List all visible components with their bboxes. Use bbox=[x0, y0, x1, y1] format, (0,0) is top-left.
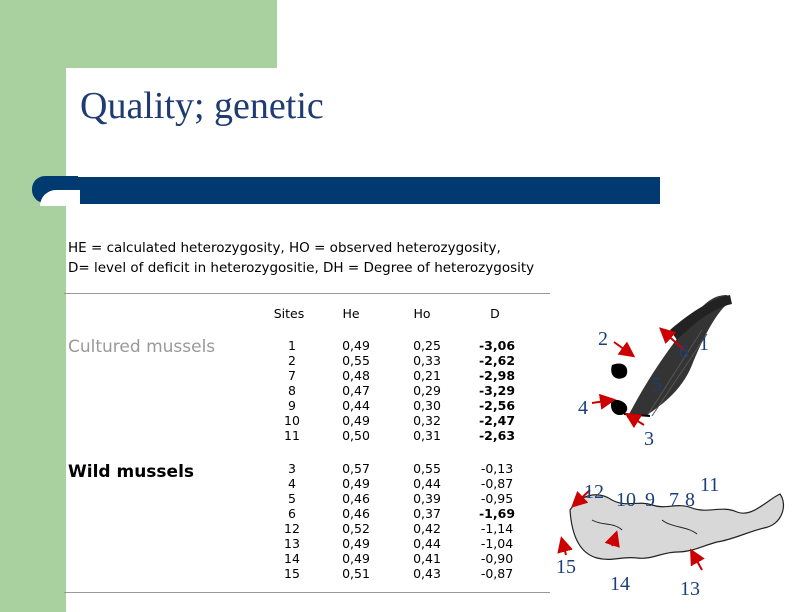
table-cell: -1,14 bbox=[480, 521, 514, 536]
table-cell: 0,44 bbox=[342, 398, 370, 413]
site-label-3: 3 bbox=[644, 428, 654, 450]
table-cell: 15 bbox=[284, 566, 300, 581]
site-label-9: 9 bbox=[645, 489, 655, 511]
table-bottom-rule bbox=[64, 592, 550, 593]
table-cell: 0,25 bbox=[413, 338, 441, 353]
table-cell: 0,50 bbox=[342, 428, 370, 443]
wild-ho-column bbox=[397, 461, 457, 581]
site-label-1: 1 bbox=[699, 333, 709, 355]
table-cell: 0,43 bbox=[413, 566, 441, 581]
wild-he-column bbox=[326, 461, 386, 581]
table-cell: -3,29 bbox=[478, 383, 516, 398]
cultured-ho-column bbox=[397, 338, 457, 443]
header-sites: Sites bbox=[273, 306, 305, 321]
table-cell: 0,32 bbox=[413, 413, 441, 428]
wild-sites-column bbox=[262, 461, 322, 581]
table-cell: 7 bbox=[288, 368, 296, 383]
description bbox=[68, 238, 534, 278]
table-cell: -1,69 bbox=[478, 506, 516, 521]
wild-d-column bbox=[467, 461, 527, 581]
table-cell: 1 bbox=[288, 338, 296, 353]
table-cell: 0,46 bbox=[342, 506, 370, 521]
site-label-8: 8 bbox=[685, 489, 695, 511]
group-label-wild: Wild mussels bbox=[68, 462, 195, 482]
site-label-7: 7 bbox=[669, 489, 679, 511]
table-cell: -2,47 bbox=[478, 413, 516, 428]
table-cell: 0,42 bbox=[413, 521, 441, 536]
table-cell: 0,31 bbox=[413, 428, 441, 443]
site-label-13: 13 bbox=[680, 578, 700, 600]
bar-notch bbox=[40, 190, 80, 206]
description-line-2: D= level of deficit in heterozygositie, DH = Degree of heterozygosity bbox=[68, 260, 535, 276]
table-cell: 0,48 bbox=[342, 368, 370, 383]
table-cell: 5 bbox=[288, 491, 296, 506]
table-cell: 0,57 bbox=[342, 461, 370, 476]
table-cell: 0,46 bbox=[342, 491, 370, 506]
table-cell: 0,49 bbox=[342, 536, 370, 551]
table-cell: 0,29 bbox=[413, 383, 441, 398]
site-label-14: 14 bbox=[610, 573, 630, 595]
table-cell: 13 bbox=[284, 536, 300, 551]
site-label-11: 11 bbox=[700, 474, 720, 496]
table-cell: 0,39 bbox=[413, 491, 441, 506]
table-cell: 0,33 bbox=[413, 353, 441, 368]
table-cell: 12 bbox=[284, 521, 300, 536]
table-cell: 0,49 bbox=[342, 551, 370, 566]
site-label-15: 15 bbox=[556, 556, 576, 578]
table-cell: -0,87 bbox=[480, 476, 514, 491]
table-cell: 3 bbox=[288, 461, 296, 476]
table-cell: -0,87 bbox=[480, 566, 514, 581]
table-cell: -1,04 bbox=[480, 536, 514, 551]
table-cell: -2,98 bbox=[478, 368, 516, 383]
table-cell: 0,49 bbox=[342, 338, 370, 353]
table-cell: 0,55 bbox=[342, 353, 370, 368]
table-cell: -2,63 bbox=[478, 428, 516, 443]
table-cell: 0,44 bbox=[413, 476, 441, 491]
table-cell: 0,55 bbox=[413, 461, 441, 476]
site-label-10: 10 bbox=[616, 489, 636, 511]
site-label-12: 12 bbox=[584, 481, 604, 503]
table-cell: 0,41 bbox=[413, 551, 441, 566]
table-cell: -3,06 bbox=[478, 338, 516, 353]
site-map bbox=[552, 290, 792, 612]
table-cell: -2,62 bbox=[478, 353, 516, 368]
header-he: He bbox=[342, 306, 360, 321]
table-cell: 4 bbox=[288, 476, 296, 491]
table-cell: -0,13 bbox=[480, 461, 514, 476]
table-cell: 0,21 bbox=[413, 368, 441, 383]
table-cell: 0,52 bbox=[342, 521, 370, 536]
table-cell: 0,30 bbox=[413, 398, 441, 413]
table-cell: -0,90 bbox=[480, 551, 514, 566]
table-cell: 9 bbox=[288, 398, 296, 413]
description-line-1: HE = calculated heterozygosity, HO = observed heterozygosity, bbox=[68, 240, 501, 256]
table-cell: 14 bbox=[284, 551, 300, 566]
header-ho: Ho bbox=[413, 306, 431, 321]
table-cell: 0,49 bbox=[342, 413, 370, 428]
title-underline-bar bbox=[66, 177, 660, 204]
table-top-rule bbox=[64, 293, 550, 294]
table-cell: 0,47 bbox=[342, 383, 370, 398]
header-d: D bbox=[490, 306, 500, 321]
table-cell: -2,56 bbox=[478, 398, 516, 413]
table-cell: 0,37 bbox=[413, 506, 441, 521]
table-cell: -0,95 bbox=[480, 491, 514, 506]
table-cell: 6 bbox=[288, 506, 296, 521]
table-cell: 8 bbox=[288, 383, 296, 398]
cultured-sites-column bbox=[262, 338, 322, 443]
site-label-2: 2 bbox=[598, 328, 608, 350]
table-cell: 10 bbox=[284, 413, 300, 428]
table-cell: 2 bbox=[288, 353, 296, 368]
site-label-6: 6 bbox=[679, 341, 689, 363]
table-cell: 0,44 bbox=[413, 536, 441, 551]
table-cell: 0,51 bbox=[342, 566, 370, 581]
site-label-5: 5 bbox=[652, 374, 662, 396]
site-label-4: 4 bbox=[578, 397, 588, 419]
table-cell: 11 bbox=[284, 428, 300, 443]
cultured-he-column bbox=[326, 338, 386, 443]
cultured-d-column bbox=[467, 338, 527, 443]
bay-map bbox=[611, 295, 732, 418]
group-label-cultured: Cultured mussels bbox=[68, 337, 216, 357]
site-numbers bbox=[556, 328, 719, 600]
table-cell: 0,49 bbox=[342, 476, 370, 491]
page-title: Quality; genetic bbox=[80, 85, 324, 127]
